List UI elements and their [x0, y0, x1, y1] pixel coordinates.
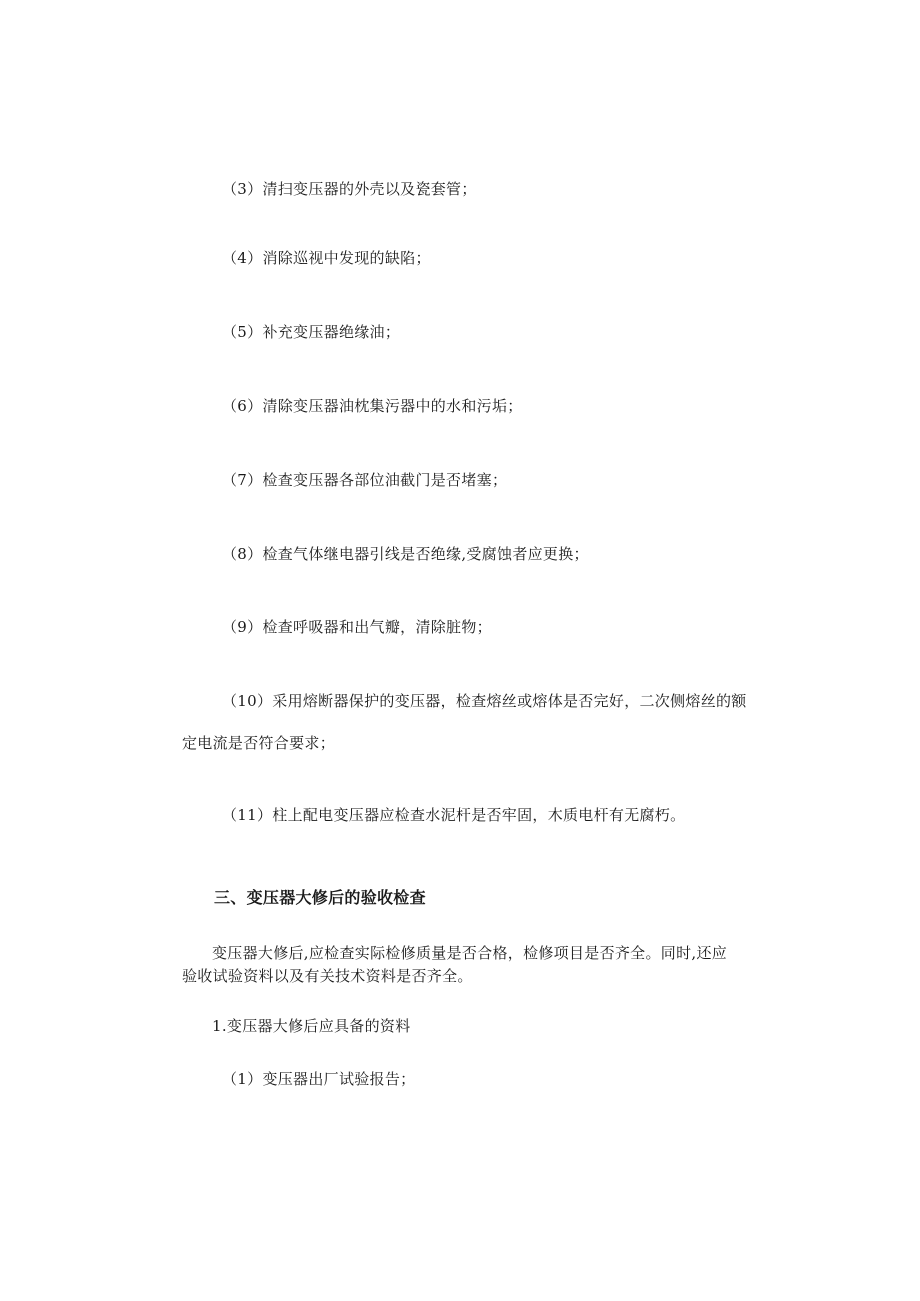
- list-item: （7）检查变压器各部位油截门是否堵塞；: [222, 471, 508, 489]
- list-item: （4）消除巡视中发现的缺陷；: [222, 249, 431, 267]
- sub-list-item: （1）变压器出厂试验报告；: [222, 1070, 416, 1088]
- list-item: （5）补充变压器绝缘油；: [222, 323, 401, 341]
- paragraph-line1: 变压器大修后,应检查实际检修质量是否合格，检修项目是否齐全。同时,还应: [212, 944, 728, 962]
- list-item-10-line1: （10）采用熔断器保护的变压器，检查熔丝或熔体是否完好，二次侧熔丝的额: [222, 692, 747, 710]
- list-item-10-line2: 定电流是否符合要求；: [182, 734, 336, 752]
- section-heading: 三、变压器大修后的验收检查: [214, 888, 426, 907]
- list-item: （8）检查气体继电器引线是否绝缘,受腐蚀者应更换；: [222, 545, 589, 563]
- paragraph-line2: 验收试验资料以及有关技术资料是否齐全。: [182, 967, 473, 985]
- list-item: （3）清扫变压器的外壳以及瓷套管；: [222, 180, 477, 198]
- list-item: （9）检查呼吸器和出气瓣，清除脏物；: [222, 618, 492, 636]
- list-item: （6）清除变压器油枕集污器中的水和污垢；: [222, 397, 523, 415]
- subheading: 1.变压器大修后应具备的资料: [212, 1017, 411, 1035]
- list-item-11: （11）柱上配电变压器应检查水泥杆是否牢固，木质电杆有无腐朽。: [222, 806, 686, 824]
